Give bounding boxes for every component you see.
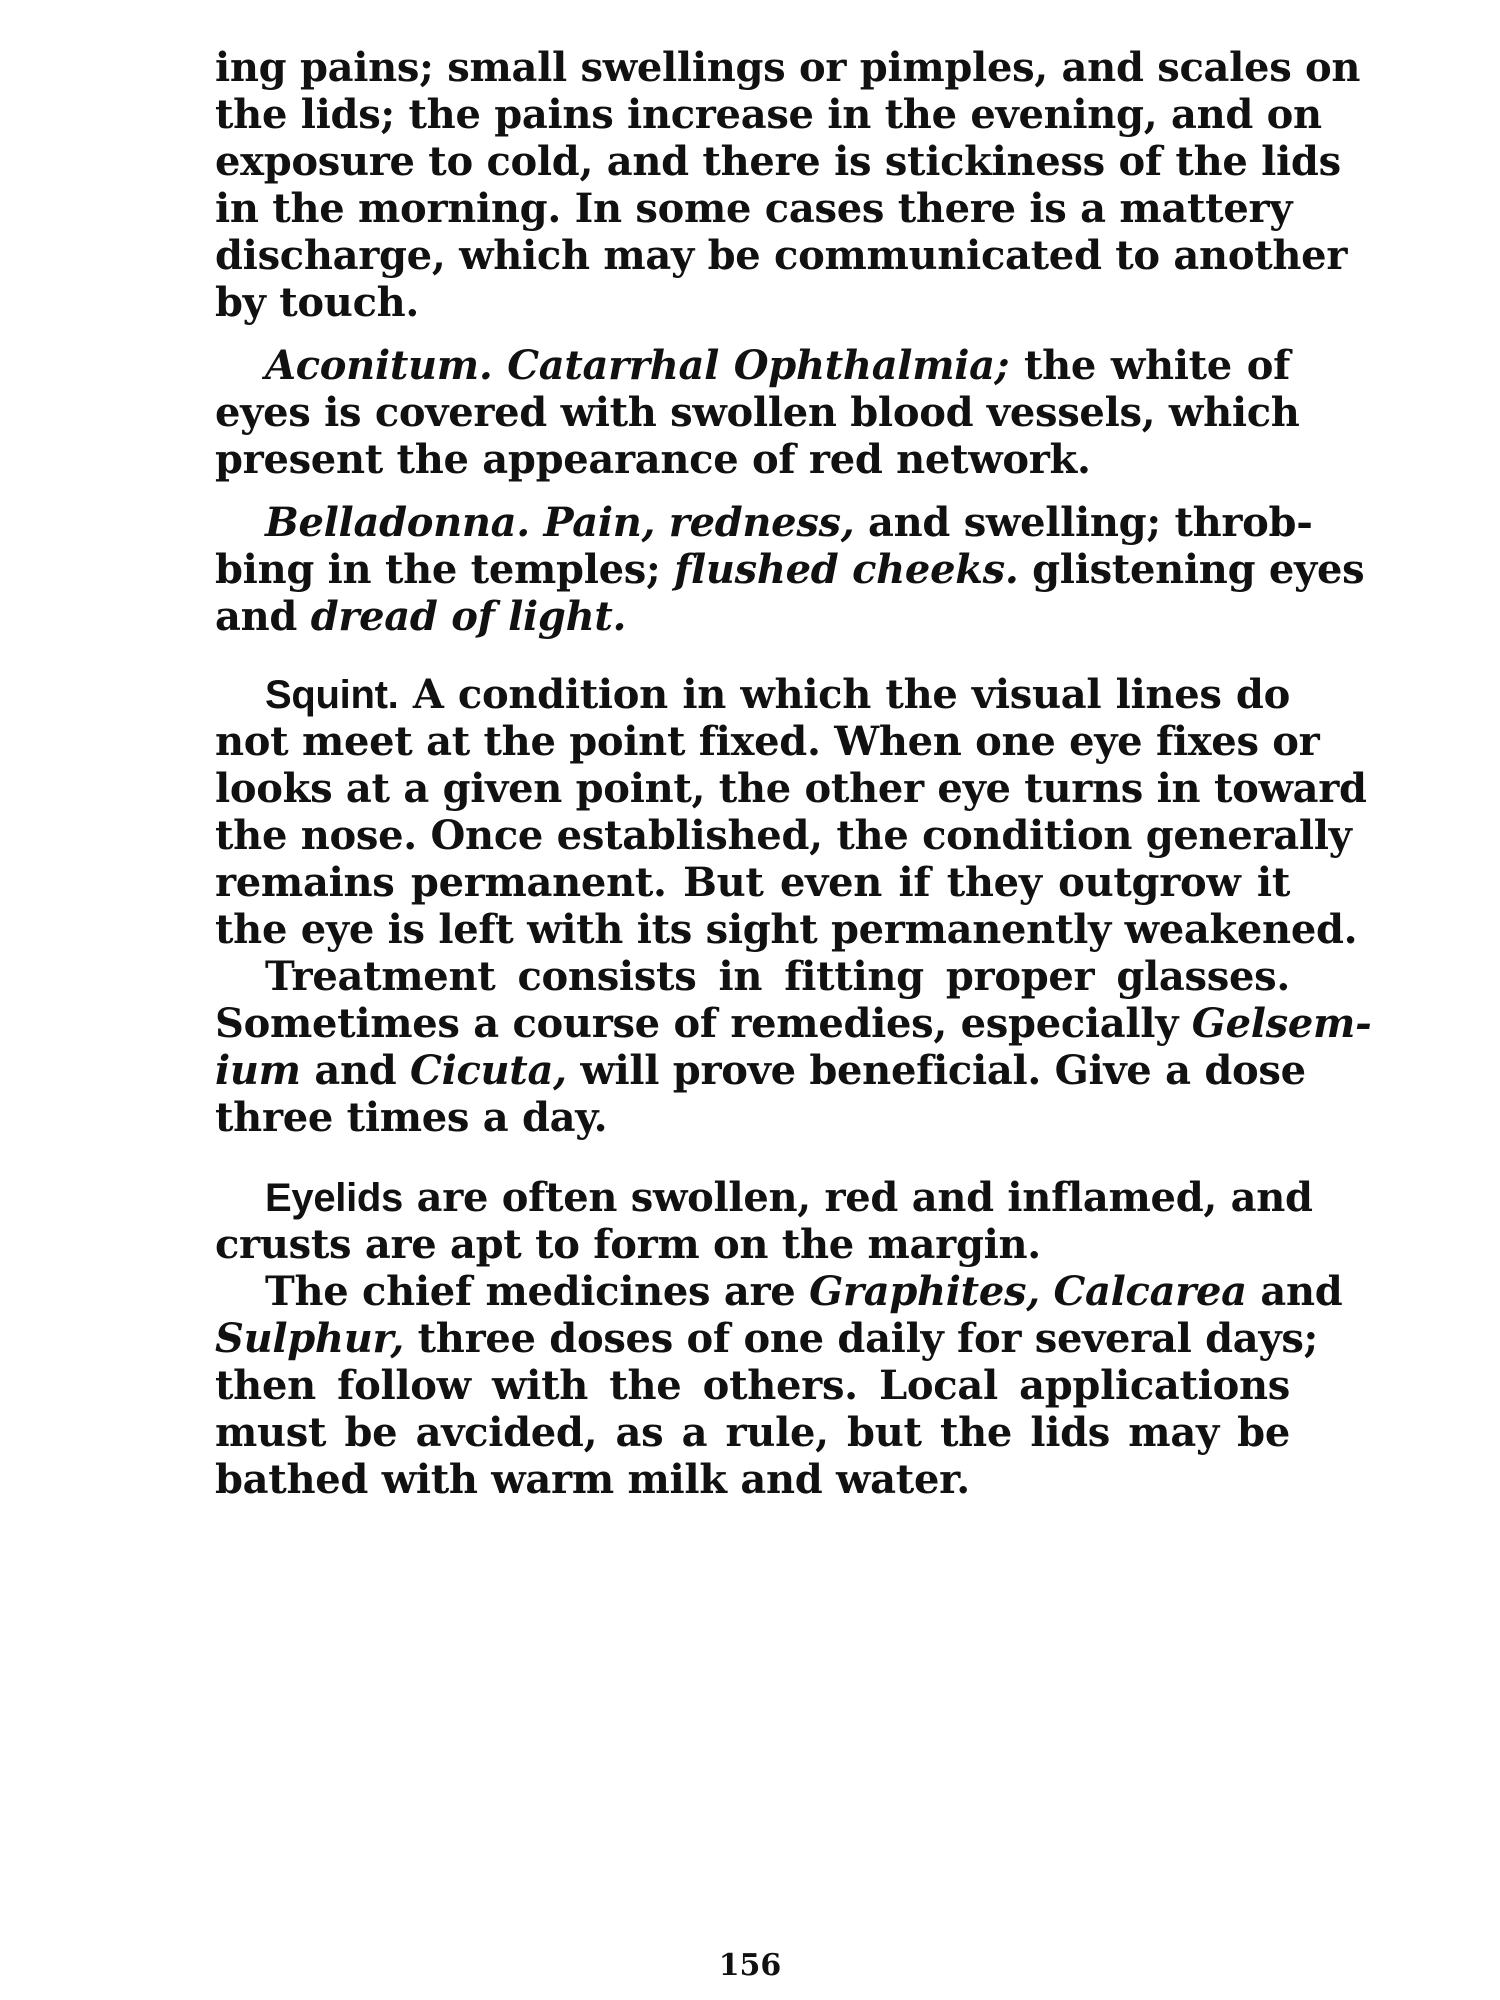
text-line: then follow with the others. Local applications — [215, 1362, 1290, 1409]
emphasis: dread of light. — [310, 593, 627, 640]
text-line: three times a day. — [215, 1094, 608, 1141]
text-line: present the appearance of red network. — [215, 436, 1091, 483]
text-run: the white of — [1009, 342, 1290, 389]
text-line — [215, 1315, 1319, 1362]
text-line — [215, 546, 1365, 593]
text-line: eyes is covered with swollen blood vessels, which — [215, 389, 1300, 436]
text-line — [265, 1268, 1343, 1315]
text-line: looks at a given point, the other eye turns in toward — [215, 765, 1367, 812]
text-line: not meet at the point fixed. When one eye fixes or — [215, 718, 1320, 765]
text-run: and swelling; throb- — [854, 499, 1313, 546]
text-run: three doses of one daily for several days; — [404, 1315, 1319, 1362]
text-run: and — [215, 593, 311, 640]
text-run: and — [1246, 1268, 1343, 1315]
text-line: the nose. Once established, the condition generally — [215, 812, 1352, 859]
remedy-name: Sulphur, — [215, 1315, 404, 1362]
section-eyelids — [265, 1174, 1313, 1221]
remedy-name: Belladonna. Pain, redness, — [265, 499, 855, 546]
emphasis: flushed cheeks. — [674, 546, 1019, 593]
text-line: in the morning. In some cases there is a mattery — [215, 185, 1293, 232]
section-heading: Eyelids — [265, 1176, 403, 1220]
section-heading: Squint. — [265, 673, 399, 717]
text-line: the eye is left with its sight permanently weakened. — [215, 906, 1358, 953]
text-run: The chief medicines are — [265, 1268, 810, 1315]
text-line — [215, 594, 1290, 640]
remedy-line — [265, 343, 1290, 389]
text-line: ing pains; small swellings or pimples, and scales on — [215, 44, 1361, 91]
text-run: glistening eyes — [1018, 546, 1365, 593]
text-run: A condition in which the visual lines do — [398, 671, 1290, 718]
text-line — [215, 1000, 1372, 1047]
text-line: by touch. — [215, 279, 420, 326]
text-line: crusts are apt to form on the margin. — [215, 1221, 1041, 1268]
remedy-line — [265, 499, 1313, 546]
text-line — [215, 1047, 1306, 1094]
text-line: remains permanent. But even if they outgrow it — [215, 859, 1290, 906]
text-line: must be avcided, as a rule, but the lids may be — [215, 1409, 1290, 1456]
text-line: Treatment consists in fitting proper glasses. — [265, 953, 1290, 1000]
text-run: Sometimes a course of remedies, especially — [215, 1000, 1192, 1047]
remedy-name: Gelsem- — [1191, 1000, 1372, 1047]
text-run: are often swollen, red and inflamed, and — [402, 1174, 1313, 1221]
remedy-name: Graphites, Calcarea — [809, 1268, 1247, 1315]
text-line: exposure to cold, and there is stickiness of the lids — [215, 138, 1341, 185]
remedy-name: Cicuta, — [410, 1047, 567, 1094]
remedy-name: ium — [215, 1047, 301, 1094]
text-run: and — [300, 1047, 411, 1094]
page-number: 156 — [718, 1948, 782, 1983]
text-run: bing in the temples; — [215, 546, 675, 593]
text-line: bathed with warm milk and water. — [215, 1456, 970, 1503]
remedy-name: Aconitum. Catarrhal Ophthalmia; — [265, 342, 1010, 389]
text-run: will prove beneficial. Give a dose — [566, 1047, 1306, 1094]
text-line: the lids; the pains increase in the evening, and on — [215, 91, 1322, 138]
text-line: discharge, which may be communicated to another — [215, 232, 1348, 279]
section-squint — [265, 672, 1290, 718]
